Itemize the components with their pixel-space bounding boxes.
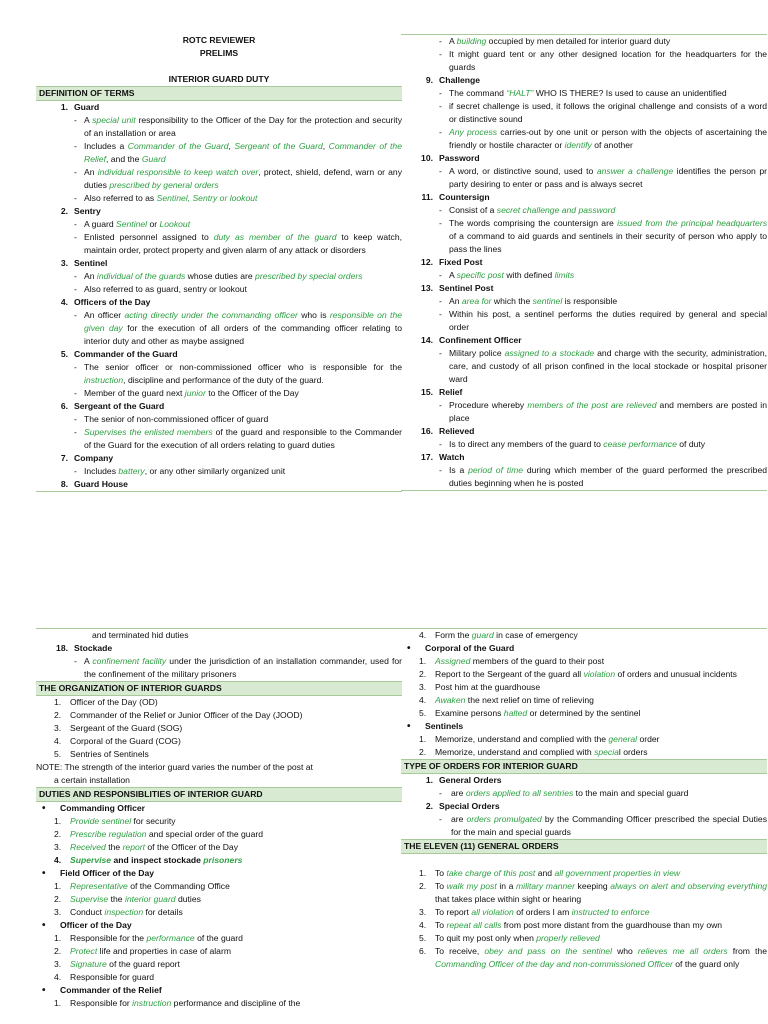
definition-item: - An area for which the sentinel is responsible bbox=[439, 296, 618, 306]
term-heading: 6. Sergeant of the Guard bbox=[60, 401, 165, 411]
term-heading: 11. Countersign bbox=[421, 192, 490, 202]
definition-item: - A word, or distinctive sound, used to answer a challenge identifies the person pr party desiring to enter or pass and is always secret bbox=[439, 166, 767, 189]
list-item: 1. To take charge of this post and all government properties in view bbox=[419, 868, 681, 878]
term-heading: 14. Confinement Officer bbox=[421, 335, 522, 345]
term-heading: 9. Challenge bbox=[425, 75, 481, 85]
definition-item: - Is to direct any members of the guard to cease performance of duty bbox=[439, 439, 706, 449]
list-item: 1. Responsible for instruction performance and discipline of the bbox=[54, 998, 301, 1008]
definition-item: - A specific post with defined limits bbox=[439, 270, 575, 280]
list-item: 2. Memorize, understand and complied with special orders bbox=[419, 747, 648, 757]
list-item: 5. To quit my post only when properly relieved bbox=[419, 933, 600, 943]
definition-item: - if secret challenge is used, it follows the original challenge and consists of a word or distinctive sound bbox=[439, 101, 767, 124]
definition-item: - Includes a Commander of the Guard, Sergeant of the Guard, Commander of the Relief, and the Guard bbox=[74, 141, 402, 164]
term-heading: 1. General Orders bbox=[425, 775, 502, 785]
definition-item: - Consist of a secret challenge and password bbox=[439, 205, 616, 215]
list-item: 1. Memorize, understand and complied with the general order bbox=[419, 734, 660, 744]
list-item: 1. Provide sentinel for security bbox=[54, 816, 176, 826]
section-header-orders: TYPE OF ORDERS FOR INTERIOR GUARD bbox=[401, 759, 767, 774]
list-item: 5. Sentries of Sentinels bbox=[54, 749, 149, 759]
section-header-duties: DUTIES AND RESPONSIBLITIES OF INTERIOR GUARD bbox=[36, 787, 402, 802]
role-heading: • Officer of the Day bbox=[42, 920, 132, 931]
term-heading: 16. Relieved bbox=[421, 426, 475, 436]
definition-item: - Also referred to as guard, sentry or lookout bbox=[74, 284, 247, 294]
term-heading: 4. Officers of the Day bbox=[60, 297, 151, 307]
definition-item: - Any process carries-out by one unit or person with the objects of ascertaining the friendly or hostile character or identify of another bbox=[439, 127, 767, 150]
column-top-right bbox=[401, 34, 767, 491]
definition-item: - Also referred to as Sentinel, Sentry or lookout bbox=[74, 193, 258, 203]
term-heading: 18. Stockade bbox=[56, 643, 113, 653]
definition-item: - A guard Sentinel or Lookout bbox=[74, 219, 191, 229]
note-text-cont: a certain installation bbox=[54, 775, 130, 785]
list-item: 4. Responsible for guard bbox=[54, 972, 155, 982]
list-item: 3. To report all violation of orders I am instructed to enforce bbox=[419, 907, 650, 917]
list-item: 4. Form the guard in case of emergency bbox=[419, 630, 578, 640]
term-heading: 1. Guard bbox=[60, 102, 100, 112]
list-item: 1. Assigned members of the guard to their post bbox=[419, 656, 605, 666]
term-heading: 5. Commander of the Guard bbox=[60, 349, 178, 359]
definition-item: - The words comprising the countersign are issued from the principal headquarters of a command to aid guards and sentinels in their security of person who apply to pass the lines bbox=[439, 218, 767, 254]
definition-item: - The command “HALT” WHO IS THERE? Is used to cause an unidentified bbox=[439, 88, 727, 98]
role-heading: • Sentinels bbox=[407, 721, 464, 732]
term-heading: 2. Sentry bbox=[60, 206, 101, 216]
section-header-organization: THE ORGANIZATION OF INTERIOR GUARDS bbox=[36, 681, 402, 696]
list-item: 1. Officer of the Day (OD) bbox=[54, 697, 158, 707]
definition-item: - Procedure whereby members of the post are relieved and members are posted in place bbox=[439, 400, 767, 423]
term-heading: 8. Guard House bbox=[36, 478, 402, 492]
column-bottom-left bbox=[36, 628, 402, 1010]
list-item: 2. To walk my post in a military manner keeping always on alert and observing everything that takes place within sight or hearing bbox=[419, 881, 767, 904]
list-item: 3. Conduct inspection for details bbox=[54, 907, 183, 917]
list-item: 2. Protect life and properties in case of alarm bbox=[54, 946, 231, 956]
definition-item: - The senior officer or non-commissioned officer who is responsible for the instruction, discipline and performance of the duty of the guard. bbox=[74, 362, 402, 385]
list-item: 3. Sergeant of the Guard (SOG) bbox=[54, 723, 183, 733]
list-item: 2. Report to the Sergeant of the guard all violation of orders and unusual incidents bbox=[419, 669, 737, 679]
role-heading: • Commanding Officer bbox=[42, 803, 145, 814]
definition-item: - It might guard tent or any other designed location for the headquarters for the guards bbox=[439, 49, 767, 72]
doc-subtitle: PRELIMS bbox=[199, 48, 239, 58]
list-item: 4. Awaken the next relief on time of relieving bbox=[419, 695, 594, 705]
section-header-general-orders: THE ELEVEN (11) GENERAL ORDERS bbox=[401, 839, 767, 854]
topic-title: INTERIOR GUARD DUTY bbox=[168, 74, 270, 84]
column-bottom-right bbox=[401, 628, 767, 971]
list-item: 4. To repeat all calls from post more distant from the guardhouse than my own bbox=[419, 920, 723, 930]
column-top-left bbox=[36, 34, 402, 492]
list-item: 2. Supervise the interior guard duties bbox=[54, 894, 201, 904]
list-item: 4. Corporal of the Guard (COG) bbox=[54, 736, 181, 746]
definition-item: - A special unit responsibility to the Officer of the Day for the protection and security of an installation or area bbox=[74, 115, 402, 138]
role-heading: • Field Officer of the Day bbox=[42, 868, 155, 879]
term-heading: 13. Sentinel Post bbox=[421, 283, 494, 293]
definition-item: - Enlisted personnel assigned to duty as member of the guard to keep watch, maintain order, protect property and given alarm of any attack or disorders bbox=[74, 232, 402, 255]
term-heading: 2. Special Orders bbox=[425, 801, 500, 811]
definition-item: - An individual of the guards whose duties are prescribed by special orders bbox=[74, 271, 363, 281]
note-text: NOTE: The strength of the interior guard varies the number of the post at bbox=[36, 762, 313, 772]
list-item: 2. Commander of the Relief or Junior Officer of the Day (JOOD) bbox=[54, 710, 303, 720]
term-heading: 17. Watch bbox=[421, 452, 465, 462]
list-item: 1. Representative of the Commanding Office bbox=[54, 881, 230, 891]
doc-title: ROTC REVIEWER bbox=[182, 35, 256, 45]
section-header-definitions: DEFINITION OF TERMS bbox=[36, 86, 402, 101]
definition-item: - Is a period of time during which member of the guard performed the prescribed duties beginning when he is posted bbox=[401, 464, 767, 491]
definition-item: - Member of the guard next junior to the Officer of the Day bbox=[74, 388, 299, 398]
definition-item: - A building occupied by men detailed for interior guard duty bbox=[439, 36, 671, 46]
list-item: 2. Prescribe regulation and special order of the guard bbox=[54, 829, 264, 839]
definition-item: - The senior of non-commissioned officer of guard bbox=[74, 414, 269, 424]
definition-item: - Supervises the enlisted members of the guard and responsible to the Commander of the Guard for the execution of all orders relating to guard duties bbox=[74, 427, 402, 450]
definition-item: - Within his post, a sentinel performs the duties required by general and special order bbox=[439, 309, 767, 332]
term-heading: 12. Fixed Post bbox=[421, 257, 483, 267]
definition-item: - An officer acting directly under the commanding officer who is responsible on the given day for the execution of all orders of the commanding officer relating to interior duty and other as maybe assigned bbox=[74, 310, 403, 346]
definition-item: - Military police assigned to a stockade and charge with the security, administration, care, and custody of all prison confined in the local stockade or hospital prisoner ward bbox=[439, 348, 767, 384]
list-item: 6. To receive, obey and pass on the sentinel who relieves me all orders from the Commanding Officer of the day and non-commissioned Officer of the guard only bbox=[419, 946, 767, 969]
list-item: 3. Post him at the guardhouse bbox=[419, 682, 541, 692]
definition-item: - A confinement facility under the jurisdiction of an installation commander, used for the confinement of the military prisoners bbox=[74, 656, 402, 679]
definition-item: and terminated hid duties bbox=[92, 630, 189, 640]
list-item: 4. Supervise and inspect stockade prisoners bbox=[54, 855, 243, 865]
definition-item: - Includes battery, or any other similarly organized unit bbox=[74, 466, 286, 476]
role-heading: • Commander of the Relief bbox=[42, 985, 162, 996]
list-item: 3. Signature of the guard report bbox=[54, 959, 180, 969]
list-item: 5. Examine persons halted or determined by the sentinel bbox=[419, 708, 641, 718]
list-item: 1. Responsible for the performance of the guard bbox=[54, 933, 243, 943]
definition-item: - are orders promulgated by the Commanding Officer prescribed the special Duties for the main and special guards bbox=[439, 814, 767, 837]
list-item: 3. Received the report of the Officer of the Day bbox=[54, 842, 239, 852]
definition-item: - are orders applied to all sentries to the main and special guard bbox=[439, 788, 689, 798]
role-heading: • Corporal of the Guard bbox=[407, 643, 515, 654]
term-heading: 15. Relief bbox=[421, 387, 463, 397]
term-heading: 3. Sentinel bbox=[60, 258, 108, 268]
term-heading: 7. Company bbox=[60, 453, 114, 463]
definition-item: - An individual responsible to keep watch over, protect, shield, defend, warn or any duties prescribed by general orders bbox=[74, 167, 402, 190]
term-heading: 10. Password bbox=[421, 153, 480, 163]
